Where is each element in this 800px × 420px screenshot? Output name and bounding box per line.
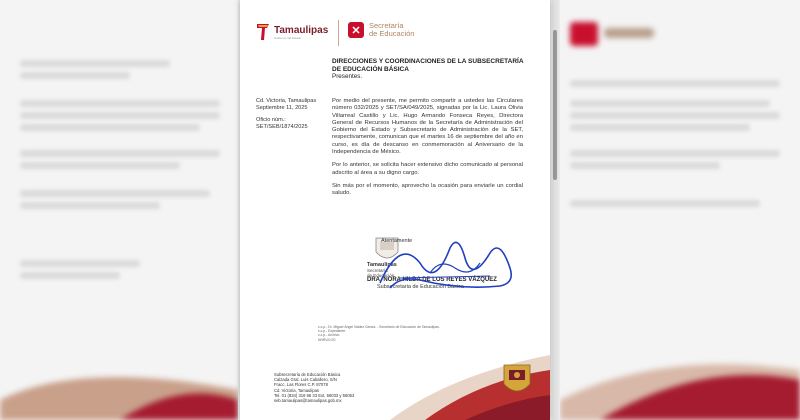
tamaulipas-t-icon	[256, 22, 270, 42]
letter-meta	[256, 98, 326, 130]
header-divider	[338, 20, 339, 46]
signer-name: DRA. NORA HILDA DE LOS REYES VÁZQUEZ	[367, 277, 497, 283]
footer-line: Subsecretaría de Educación Básica	[274, 372, 341, 377]
blurred-footer-wave	[0, 340, 238, 420]
place: Cd. Victoria, Tamaulipas	[256, 98, 317, 104]
blurred-line	[20, 112, 220, 119]
secretaria-x-icon: ✕	[348, 22, 364, 38]
footer-line: Calzada Gral. Luis Caballero, S/N	[274, 377, 337, 383]
blurred-line	[20, 150, 220, 157]
blurred-line	[20, 60, 170, 67]
blurred-line	[20, 260, 140, 267]
secretaria-line2: de Educación	[369, 29, 415, 38]
signer-title: Subsecretaria de Educación Básica	[377, 284, 464, 290]
blurred-line	[570, 80, 780, 87]
closing: Atentamente	[381, 238, 413, 244]
ccp-line: c.c.p.- Expediente.	[318, 329, 347, 334]
blurred-logo	[570, 22, 598, 46]
blurred-footer-wave	[560, 330, 800, 420]
next-page-preview[interactable]	[560, 0, 800, 420]
body-paragraph: Sin más por el momento, aprovecho la ocasión para enviarle un cordial saludo.	[332, 182, 523, 197]
salutation: Presentes.	[332, 73, 363, 80]
blurred-line	[570, 162, 720, 169]
document-page	[240, 0, 550, 420]
ccp-line: c.c.p.- Archivo.	[318, 333, 341, 338]
date: Septiembre 11, 2025	[256, 104, 308, 111]
footer-line: seb.tamaulipas@tamaulipas.gob.mx	[274, 398, 342, 404]
state-emblem-icon	[502, 362, 532, 398]
stamp-sub-line1: Secretaría	[367, 268, 388, 273]
footer-address	[274, 372, 354, 403]
blurred-line	[20, 202, 160, 209]
secretaria-logo	[348, 22, 414, 38]
footer-line: Cd. Victoria, Tamaulipas	[274, 387, 319, 393]
body-paragraph: Por medio del presente, me permito compartir a ustedes las Circulares número 032/2025 y SET/SA/049/2025, signadas por la Lic. Laura Olivia Villarreal Castillo y Lic. Hugo Armando Fonseca Reyes, Directora General de Recursos Humanos de la Secretaría de Administración del Gobierno del Estado y Subsecretario de Administración de la SET, respectivamente, comunican que el martes 16 de septiembre del año en curso, es día de descanso en conmemoración al Aniversario de la Independencia de México.	[332, 98, 523, 156]
blurred-logo	[604, 28, 654, 38]
secretaria-line1: Secretaría	[369, 21, 404, 30]
letter-body	[332, 98, 523, 204]
scrollbar-thumb[interactable]	[553, 30, 557, 180]
blurred-line	[570, 100, 770, 107]
handwritten-signature	[340, 228, 540, 308]
oficio-label: Oficio núm.:	[256, 117, 286, 124]
ccp-line: NHRV/LGG	[318, 337, 336, 342]
footer-line: Tel. 01 (834) 318 66 33 Ext. 56033 y 56053	[274, 392, 355, 398]
stamp-sub-line2: de Educación	[367, 273, 395, 278]
blurred-line	[20, 72, 130, 79]
blurred-line	[20, 162, 180, 169]
tamaulipas-logo	[256, 22, 328, 42]
blurred-line	[20, 100, 220, 107]
blurred-line	[20, 124, 200, 131]
brand-sub: Gobierno del Estado	[274, 35, 302, 40]
brand-name: Tamaulipas	[274, 24, 329, 36]
blurred-line	[570, 200, 760, 207]
body-paragraph: Por lo anterior, se solicita hacer extensivo dicho comunicado al personal adscrito al área a su digno cargo.	[332, 162, 523, 176]
blurred-line	[570, 150, 780, 157]
blurred-line	[20, 190, 210, 197]
addressee: DIRECCIONES Y COORDINACIONES DE LA SUBSECRETARÍA DE EDUCACIÓN BÁSICA	[332, 58, 524, 73]
blurred-line	[570, 112, 780, 119]
footer-line: Fracc. Las Flores C.P. 87078	[274, 382, 328, 388]
stamp-name: Tamaulipas	[367, 262, 397, 268]
oficio-number: SET/SEB/1874/2025	[256, 123, 308, 130]
blurred-line	[570, 124, 750, 131]
ccp-line: c.c.p.- Dr. Miguel Ángel Valdez García. - Secretario de Educación de Tamaulipas.	[318, 325, 440, 329]
previous-page-preview[interactable]	[0, 0, 238, 420]
blurred-line	[20, 272, 120, 279]
